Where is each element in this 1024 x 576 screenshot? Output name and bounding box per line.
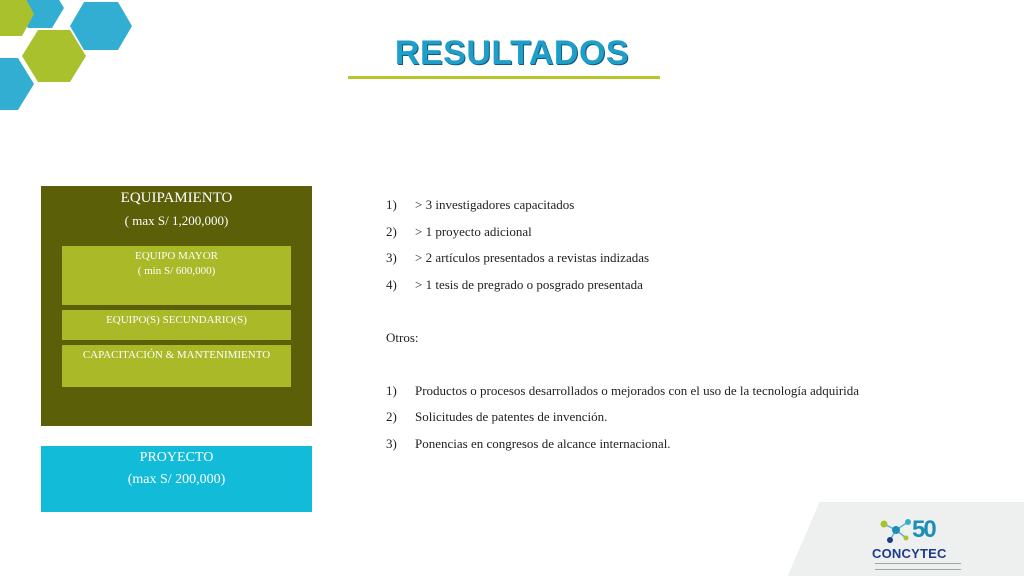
list-text: > 3 investigadores capacitados xyxy=(415,197,575,212)
list-text: Solicitudes de patentes de invención. xyxy=(415,409,608,424)
page-title: RESULTADOS xyxy=(394,34,630,72)
concytec-logo xyxy=(872,516,964,572)
list-number: 1) xyxy=(386,197,397,212)
logo-wordmark: CONCYTEC xyxy=(872,546,947,561)
proyecto-budget: (max S/ 200,000) xyxy=(127,472,226,487)
equipamiento-budget: ( max S/ 1,200,000) xyxy=(124,213,229,228)
list-number: 2) xyxy=(386,409,397,424)
list-item xyxy=(386,378,884,405)
list-number: 3) xyxy=(386,435,397,451)
list-text: > 1 tesis de pregrado o posgrado presentada xyxy=(415,276,643,292)
list-item xyxy=(386,192,884,219)
list-text: > 2 artículos presentados a revistas indizadas xyxy=(415,250,650,265)
logo-tagline-lines xyxy=(875,563,961,570)
list-number: 2) xyxy=(386,223,397,239)
results-list xyxy=(386,192,884,457)
capacitacion-box xyxy=(62,345,291,387)
list-number: 1) xyxy=(386,382,397,398)
equipo-mayor-title: EQUIPO MAYOR xyxy=(134,250,219,262)
equipo-mayor-budget: ( min S/ 600,000) xyxy=(137,265,216,277)
list-item xyxy=(386,245,884,272)
list-item xyxy=(386,431,884,458)
hexagon-green-top xyxy=(0,0,34,36)
logo-anniversary-number: 50 xyxy=(912,516,935,543)
equipo-mayor-box xyxy=(62,246,291,305)
list-item xyxy=(386,272,884,299)
equipamiento-title: EQUIPAMIENTO xyxy=(120,190,233,206)
otros-label: Otros: xyxy=(386,329,419,345)
capacitacion-title: CAPACITACIÓN & MANTENIMIENTO xyxy=(82,349,271,361)
list-text: Productos o procesos desarrollados o mejorados con el uso de la tecnología adquirida xyxy=(415,382,860,398)
list-number: 3) xyxy=(386,250,397,265)
proyecto-title: PROYECTO xyxy=(139,450,214,465)
equipo-secundario-title: EQUIPO(S) SECUNDARIO(S) xyxy=(106,314,247,326)
list-item xyxy=(386,404,884,431)
list-text: Ponencias en congresos de alcance internacional. xyxy=(415,435,671,451)
equipamiento-box xyxy=(41,186,312,426)
list-text: > 1 proyecto adicional xyxy=(415,223,532,239)
molecule-icon xyxy=(876,516,916,544)
list-number: 4) xyxy=(386,276,397,292)
title-underline xyxy=(348,76,660,79)
list-item xyxy=(386,219,884,246)
proyecto-box xyxy=(41,446,312,512)
equipo-secundario-box xyxy=(62,310,291,340)
